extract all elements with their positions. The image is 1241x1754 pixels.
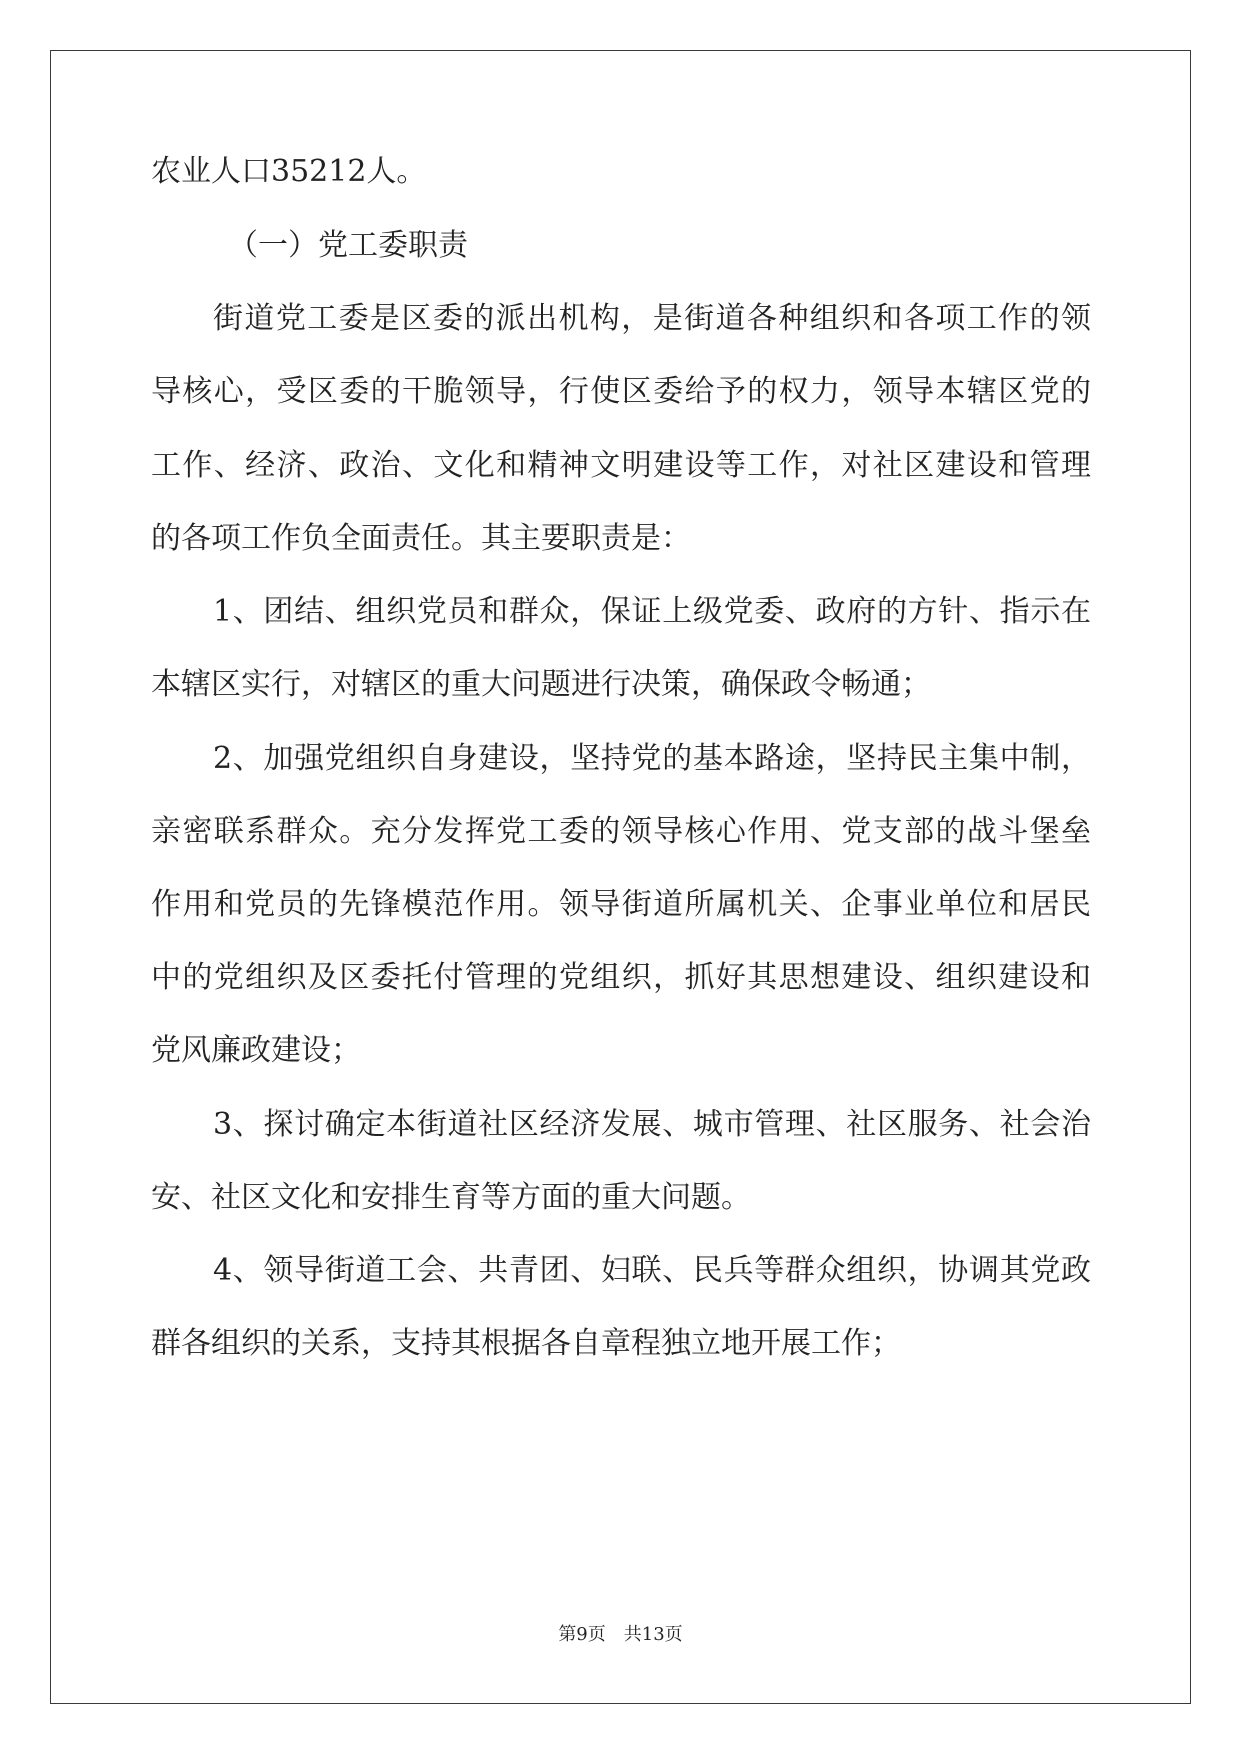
list-item-line: 4、领导街道工会、共青团、妇联、民兵等群众组织，协调其党政 — [213, 1253, 1091, 1288]
list-item-line: 1、团结、组织党员和群众，保证上级党委、政府的方针、指示在 — [213, 594, 1091, 629]
list-item-line: 亲密联系群众。充分发挥党工委的领导核心作用、党支部的战斗堡垒 — [151, 814, 1091, 849]
list-item-line: 中的党组织及区委托付管理的党组织，抓好其思想建设、组织建设和 — [151, 960, 1091, 995]
list-item-line: 2、加强党组织自身建设，坚持党的基本路途，坚持民主集中制， — [213, 741, 1091, 776]
section-heading: （一）党工委职责 — [228, 228, 468, 263]
text-line-1: 农业人口35212人。 — [151, 154, 427, 189]
paragraph-line: 街道党工委是区委的派出机构，是街道各种组织和各项工作的领 — [213, 301, 1091, 336]
list-item-line: 作用和党员的先锋模范作用。领导街道所属机关、企事业单位和居民 — [151, 887, 1091, 922]
paragraph-line: 的各项工作负全面责任。其主要职责是： — [151, 521, 691, 556]
list-item-line: 安、社区文化和安排生育等方面的重大问题。 — [151, 1180, 751, 1215]
list-item-line: 群各组织的关系，支持其根据各自章程独立地开展工作； — [151, 1326, 901, 1361]
page-number: 第9页 共13页 — [558, 1624, 683, 1645]
list-item-line: 党风廉政建设； — [151, 1033, 361, 1068]
paragraph-line: 工作、经济、政治、文化和精神文明建设等工作，对社区建设和管理 — [151, 448, 1091, 483]
list-item-line: 3、探讨确定本街道社区经济发展、城市管理、社区服务、社会治 — [213, 1107, 1091, 1142]
list-item-line: 本辖区实行，对辖区的重大问题进行决策，确保政令畅通； — [151, 667, 931, 702]
paragraph-line: 导核心，受区委的干脆领导，行使区委给予的权力，领导本辖区党的 — [151, 374, 1091, 409]
